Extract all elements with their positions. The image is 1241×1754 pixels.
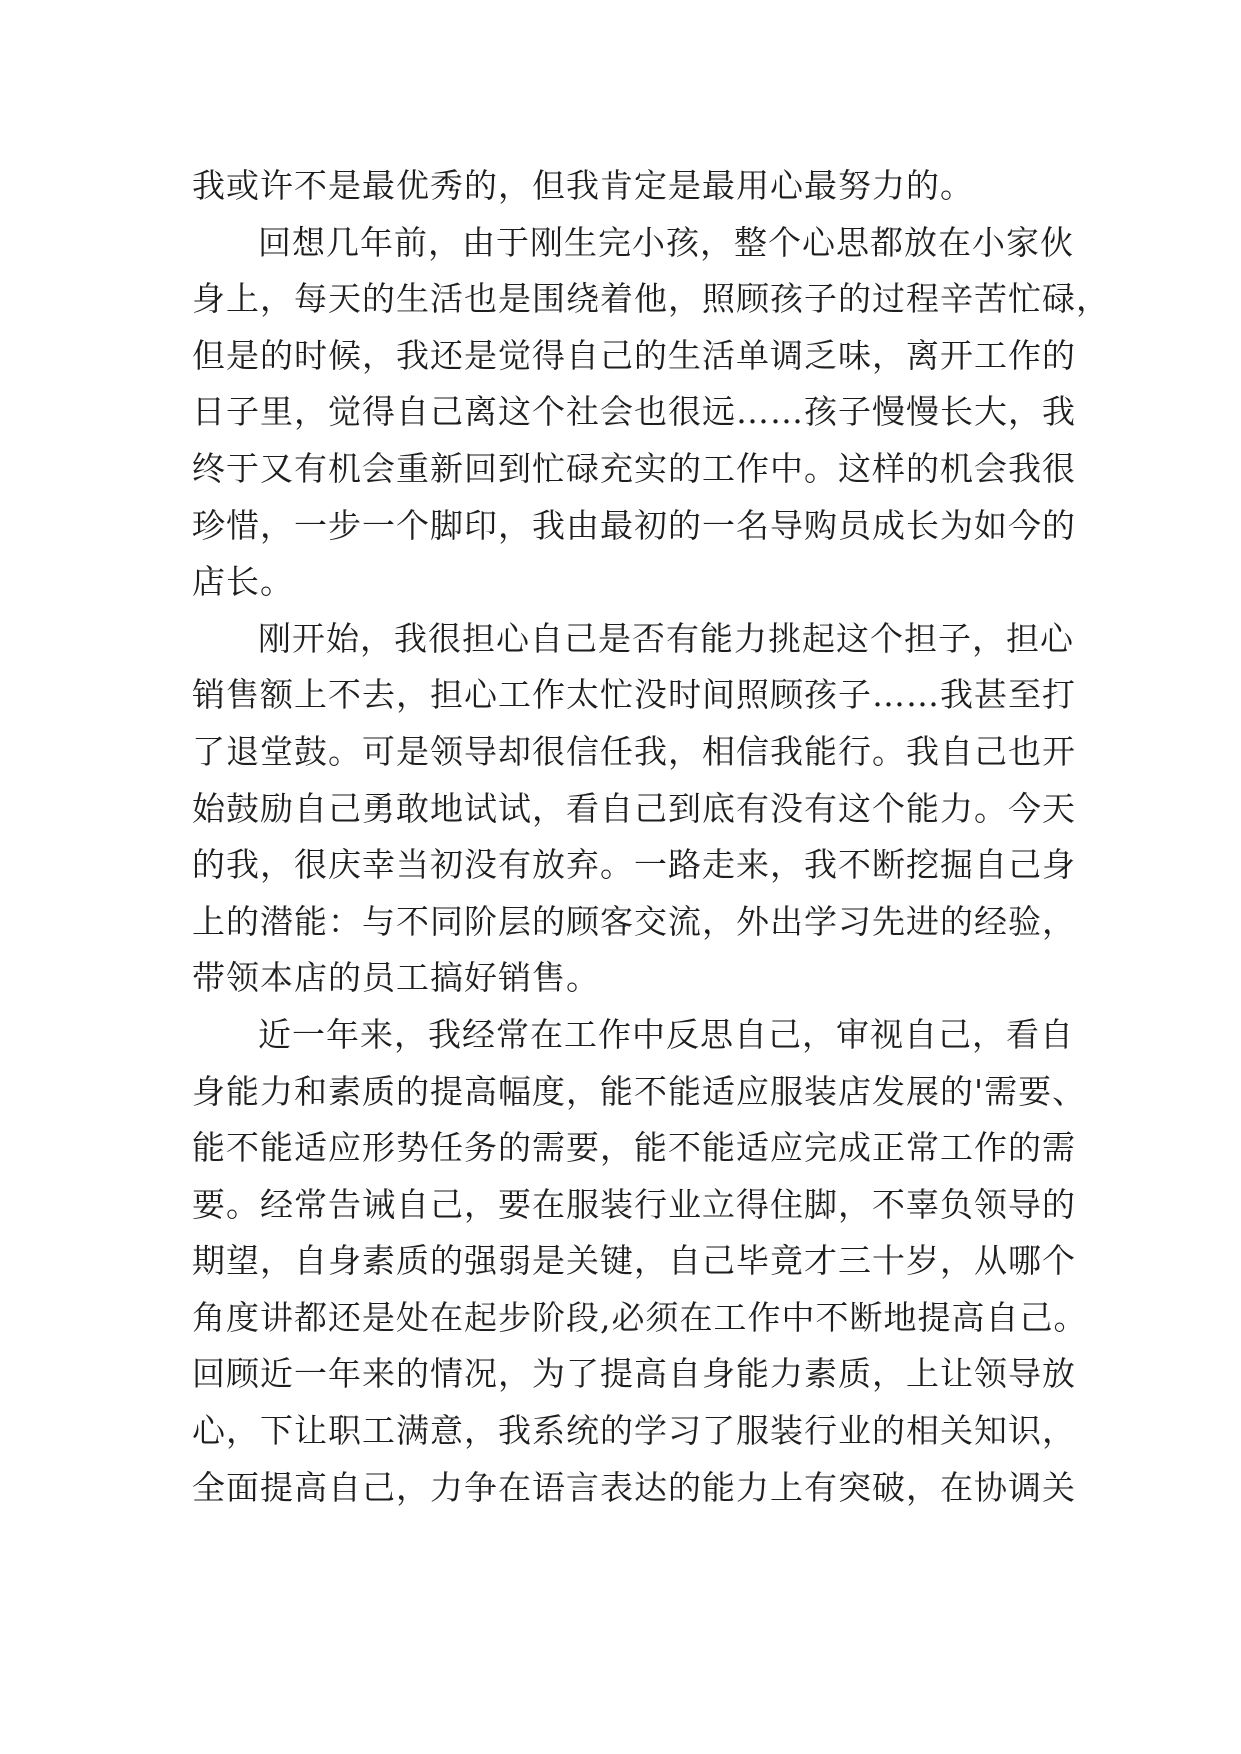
body-text xyxy=(192,158,1110,1516)
text-line: 销售额上不去，担心工作太忙没时间照顾孩子……我甚至打 xyxy=(192,675,1076,715)
text-line: 的我，很庆幸当初没有放弃。一路走来，我不断挖掘自己身 xyxy=(192,845,1076,885)
text-line: 珍惜，一步一个脚印，我由最初的一名导购员成长为如今的 xyxy=(192,505,1076,545)
text-line: 上的潜能：与不同阶层的顾客交流，外出学习先进的经验， xyxy=(192,901,1076,941)
text-line: 但是的时候，我还是觉得自己的生活单调乏味，离开工作的 xyxy=(192,335,1076,375)
text-line: 角度讲都还是处在起步阶段,必须在工作中不断地提高自己。 xyxy=(192,1297,1088,1337)
text-line: 期望，自身素质的强弱是关键，自己毕竟才三十岁，从哪个 xyxy=(192,1241,1076,1281)
text-line: 能不能适应形势任务的需要，能不能适应完成正常工作的需 xyxy=(192,1128,1076,1168)
text-line: 心，下让职工满意，我系统的学习了服装行业的相关知识， xyxy=(192,1411,1076,1451)
text-line: 要。经常告诫自己，要在服装行业立得住脚，不辜负领导的 xyxy=(192,1184,1076,1224)
text-line: 日子里，觉得自己离这个社会也很远……孩子慢慢长大，我 xyxy=(192,392,1076,432)
text-line: 近一年来，我经常在工作中反思自己，审视自己，看自 xyxy=(258,1014,1074,1054)
text-line: 我或许不是最优秀的，但我肯定是最用心最努力的。 xyxy=(192,166,974,205)
text-line: 带领本店的员工搞好销售。 xyxy=(192,958,600,998)
text-line: 回顾近一年来的情况，为了提高自身能力素质，上让领导放 xyxy=(192,1354,1076,1394)
text-line: 店长。 xyxy=(192,562,294,602)
text-line: 终于又有机会重新回到忙碌充实的工作中。这样的机会我很 xyxy=(192,448,1076,488)
text-line: 刚开始，我很担心自己是否有能力挑起这个担子，担心 xyxy=(258,618,1074,658)
text-line: 回想几年前，由于刚生完小孩，整个心思都放在小家伙 xyxy=(258,222,1074,262)
text-line: 全面提高自己，力争在语言表达的能力上有突破，在协调关 xyxy=(192,1467,1076,1507)
text-line: 始鼓励自己勇敢地试试，看自己到底有没有这个能力。今天 xyxy=(192,788,1076,828)
text-line: 身上，每天的生活也是围绕着他，照顾孩子的过程辛苦忙碌， xyxy=(192,279,1110,319)
text-line: 身能力和素质的提高幅度，能不能适应服装店发展的'需要、 xyxy=(192,1071,1087,1111)
text-line: 了退堂鼓。可是领导却很信任我，相信我能行。我自己也开 xyxy=(192,731,1076,771)
